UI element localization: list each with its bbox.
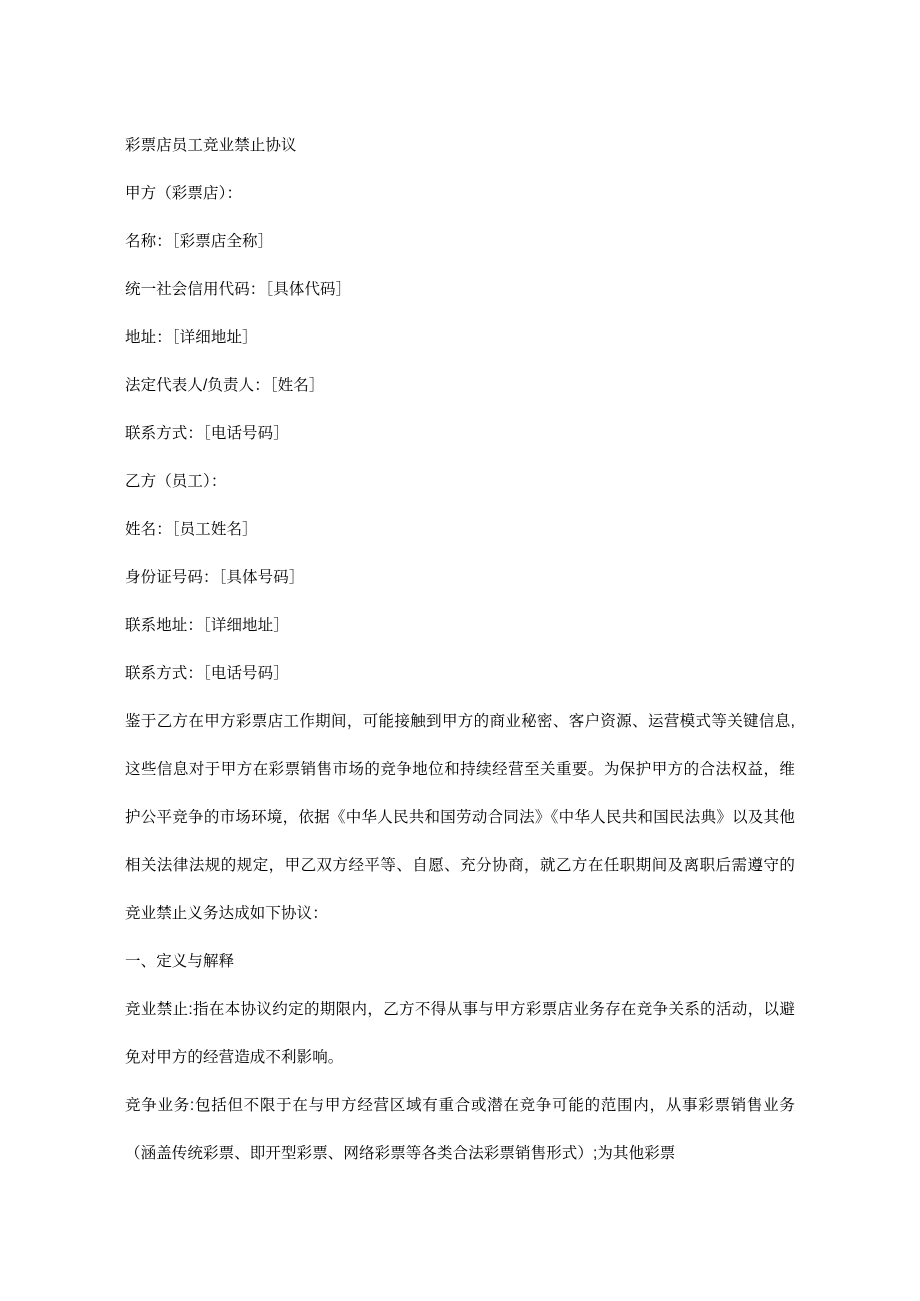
party-b-field-name: 姓名：［员工姓名］ — [125, 521, 258, 538]
party-a-field-contact: 联系方式：［电话号码］ — [125, 425, 289, 442]
document-title: 彩票店员工竞业禁止协议 — [125, 137, 297, 154]
party-a-heading: 甲方（彩票店）： — [125, 185, 243, 202]
preamble-paragraph: 鉴于乙方在甲方彩票店工作期间，可能接触到甲方的商业秘密、客户资源、运营模式等关键信息,这些信息对于甲方在彩票销售市场的竞争地位和持续经营至关重要。为保护甲方的合法权益，维护公平竞争的市场环境，依据《中华人民共和国劳动合同法》《中华人民共和国民法典》以及其他相关法律法规的规定，甲乙双方经平等、自愿、充分协商，就乙方在任职期间及离职后需遵守的竞业禁止义务达成如下协议： — [125, 713, 795, 922]
party-b-field-id-number: 身份证号码：［具体号码］ — [125, 569, 305, 586]
party-a-field-address: 地址：［详细地址］ — [125, 329, 258, 346]
section-one-heading: 一、定义与解释 — [125, 953, 235, 970]
party-a-field-credit-code: 统一社会信用代码：［具体代码］ — [125, 281, 352, 298]
party-b-heading: 乙方（员工）： — [125, 473, 227, 490]
party-b-field-contact: 联系方式：［电话号码］ — [125, 665, 289, 682]
definition-non-compete: 竞业禁止:指在本协议约定的期限内，乙方不得从事与甲方彩票店业务存在竞争关系的活动，以避免对甲方的经营造成不利影响。 — [125, 1001, 795, 1066]
document-body — [125, 122, 795, 1178]
definition-competing-business: 竞争业务:包括但不限于在与甲方经营区域有重合或潜在竞争可能的范围内，从事彩票销售业务（涵盖传统彩票、即开型彩票、网络彩票等各类合法彩票销售形式）;为其他彩票 — [125, 1097, 795, 1162]
party-a-field-name: 名称：［彩票店全称］ — [125, 233, 274, 250]
party-b-field-address: 联系地址：［详细地址］ — [125, 617, 289, 634]
party-a-field-legal-representative: 法定代表人/负责人：［姓名］ — [125, 377, 325, 394]
